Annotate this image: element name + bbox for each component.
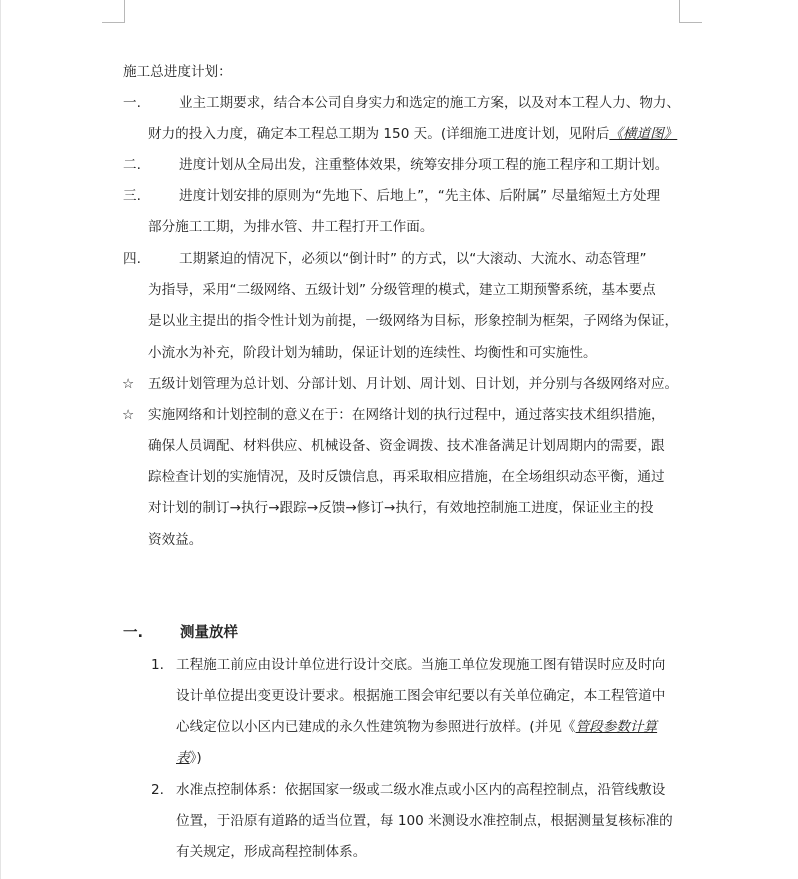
para1-line2 bbox=[148, 124, 677, 144]
intro-title: 施工总进度计划： bbox=[123, 64, 232, 80]
star1-line1: 五级计划管理为总计划、分部计划、月计划、周计划、日计划，并分别与各级网络对应。 bbox=[148, 376, 679, 392]
item1-line2: 设计单位提出变更设计要求。根据施工图会审纪要以有关单位确定，本工程管道中 bbox=[176, 688, 666, 704]
para1-line1: 业主工期要求，结合本公司自身实力和选定的施工方案，以及对本工程人力、物力、 bbox=[179, 95, 680, 111]
para2-line1: 进度计划从全局出发，注重整体效果，统筹安排分项工程的施工程序和工期计划。 bbox=[179, 157, 669, 173]
item2-line2: 位置，于沿原有道路的适当位置，每 100 米测设水准控制点，根据测量复核标准的 bbox=[176, 813, 673, 829]
para2-marker: 二. bbox=[123, 157, 141, 173]
crop-mark-right bbox=[679, 0, 702, 23]
crop-mark-left bbox=[102, 0, 125, 23]
para4-line3: 是以业主提出的指令性计划为前提，一级网络为目标，形象控制为框架，子网络为保证， bbox=[148, 313, 679, 329]
para4-line2: 为指导，采用“二级网络、五级计划” 分级管理的模式，建立工期预警系统，基本要点 bbox=[148, 282, 656, 298]
star2-line5: 资效益。 bbox=[148, 532, 203, 548]
star2-line2: 确保人员调配、材料供应、机械设备、资金调拨、技术准备满足计划周期内的需要，跟 bbox=[148, 438, 665, 454]
para3-marker: 三. bbox=[123, 188, 141, 204]
para4-marker: 四. bbox=[123, 251, 141, 267]
star2-line1: 实施网络和计划控制的意义在于：在网络计划的执行过程中，通过落实技术组织措施， bbox=[148, 407, 665, 423]
para3-line1: 进度计划安排的原则为“先地下、后地上”，“先主体、后附属” 尽量缩短土方处理 bbox=[179, 188, 661, 204]
item1-line3-text: 心线定位以小区内已建成的永久性建筑物为参照进行放样。(并见《 bbox=[176, 719, 576, 735]
para4-line4: 小流水为补充，阶段计划为辅助，保证计划的连续性、均衡性和可实施性。 bbox=[148, 345, 597, 361]
page-edge bbox=[0, 0, 1, 879]
para3-line2: 部分施工工期，为排水管、井工程打开工作面。 bbox=[148, 219, 434, 235]
section-marker: 一. bbox=[123, 625, 144, 641]
para1-marker: 一. bbox=[123, 95, 141, 111]
item2-line3: 有关规定，形成高程控制体系。 bbox=[176, 844, 367, 860]
para4-line1: 工期紧迫的情况下，必须以“倒计时” 的方式，以“大滚动、大流水、动态管理” bbox=[179, 251, 647, 267]
pipe-params-table-link-cont[interactable]: 表 bbox=[176, 750, 190, 766]
pipe-params-table-link[interactable]: 管段参数计算 bbox=[575, 719, 658, 735]
item1-line4-text: 》) bbox=[189, 750, 202, 766]
item2-marker: 2. bbox=[151, 782, 164, 798]
section-title: 测量放样 bbox=[180, 625, 238, 641]
item2-line1: 水准点控制体系：依据国家一级或二级水准点或小区内的高程控制点，沿管线敷设 bbox=[176, 782, 666, 798]
item1-line3 bbox=[176, 717, 657, 737]
gantt-chart-link[interactable]: 《横道图》 bbox=[609, 126, 678, 142]
star2-line4: 对计划的制订→执行→跟踪→反馈→修订→执行，有效地控制施工进度，保证业主的投 bbox=[148, 500, 654, 516]
star2-line3: 踪检查计划的实施情况，及时反馈信息，再采取相应措施，在全场组织动态平衡，通过 bbox=[148, 469, 665, 485]
para1-line2-text: 财力的投入力度，确定本工程总工期为 150 天。(详细施工进度计划，见附后 bbox=[148, 126, 610, 142]
item1-marker: 1. bbox=[151, 657, 164, 673]
item1-line1: 工程施工前应由设计单位进行设计交底。当施工单位发现施工图有错误时应及时向 bbox=[176, 657, 666, 673]
star2-marker: ☆ bbox=[122, 407, 135, 423]
item1-line4 bbox=[176, 748, 202, 768]
star1-marker: ☆ bbox=[122, 376, 135, 392]
